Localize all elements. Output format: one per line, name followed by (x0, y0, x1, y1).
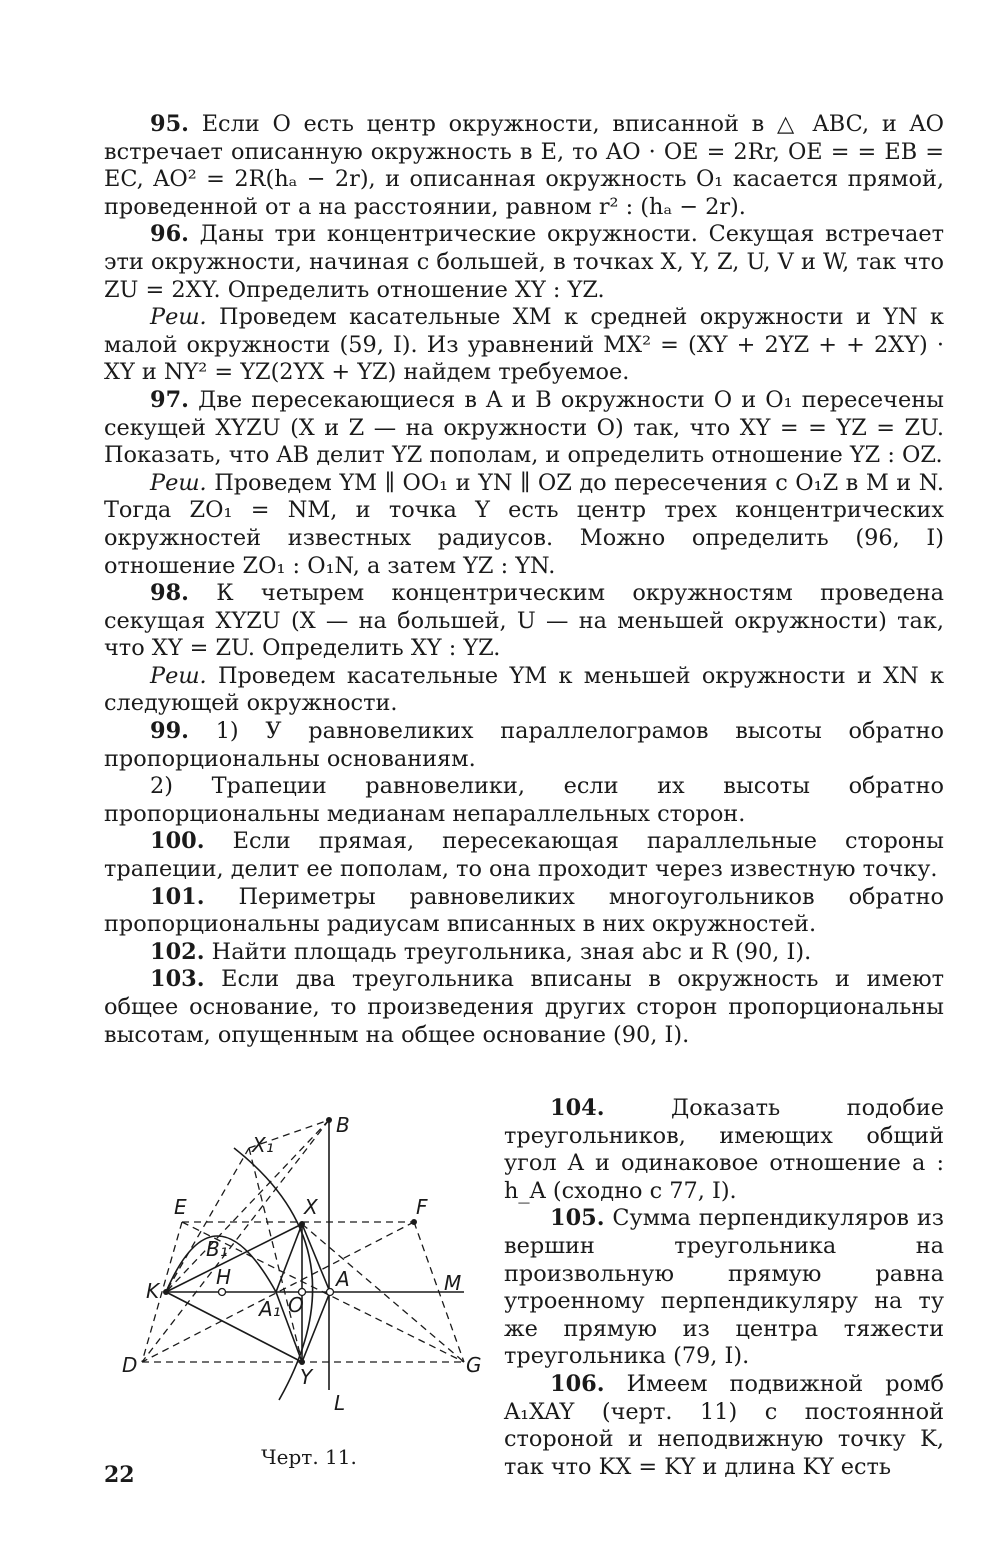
geometry-diagram (104, 1100, 504, 1445)
label-F: F (416, 1195, 428, 1219)
rhombus-side (302, 1224, 330, 1292)
problem-text: Сумма перпендикуляров из вершин треугольника на произвольную прямую равна утроенному перпендикуляру на ту же прямую из центра тяжести треугольника (79, I). (504, 1205, 944, 1370)
label-Y: Y (300, 1365, 313, 1389)
problem-number: 95. (150, 111, 189, 137)
solution-label: Реш. (150, 469, 207, 496)
label-A1: A₁ (259, 1297, 281, 1321)
solution-98 (104, 663, 944, 718)
problem-number: 98. (150, 580, 189, 607)
problem-104 (504, 1095, 944, 1205)
label-B: B (336, 1113, 350, 1137)
problem-99-part-2 (104, 773, 944, 828)
problem-text: К четырем концентрическим окружностям проведена секущая XYZU (X — на большей, U — на меньшей окружности) так, что XY = ZU. Определить XY : YZ. (104, 580, 944, 662)
problem-number: 106. (550, 1370, 605, 1397)
solution-label: Реш. (150, 662, 207, 689)
problem-text: Две пересекающиеся в A и B окружности O и O₁ пересечены секущей XYZU (X и Z — на окружности O) так, что XY = = YZ = ZU. Показать, что AB делит YZ пополам, и определить отношение YZ : OZ. (104, 386, 944, 469)
problem-number: 101. (150, 883, 205, 910)
problem-number: 99. (150, 718, 189, 745)
label-H: H (216, 1265, 232, 1289)
problem-106 (504, 1371, 944, 1481)
problem-text: Имеем подвижной ромб A₁XAY (черт. 11) с постоянной стороной и неподвижную точку K, так что KX = KY и длина KY есть (504, 1370, 944, 1480)
problem-97 (104, 387, 944, 470)
problem-text: Периметры равновеликих многоугольников обратно пропорциональны радиусам вписанных в них окружностей. (104, 883, 944, 938)
label-D: D (122, 1353, 138, 1377)
problem-101 (104, 884, 944, 939)
problem-102 (104, 939, 944, 967)
problem-number: 97. (150, 386, 189, 413)
figure-11 (104, 1100, 504, 1475)
point-K (163, 1289, 169, 1295)
problem-number: 105. (550, 1205, 605, 1232)
problem-text: Если прямая, пересекающая параллельные стороны трапеции, делит ее пополам, то она проходит через известную точку. (104, 828, 945, 883)
main-text (104, 111, 944, 1049)
label-K: K (146, 1279, 160, 1303)
label-X1: X₁ (252, 1133, 274, 1157)
label-O: O (288, 1293, 304, 1317)
figure-caption: Черт. 11. (261, 1445, 357, 1469)
point-X (299, 1221, 305, 1227)
page-number: 22 (104, 1462, 135, 1488)
solution-96 (104, 304, 944, 387)
problem-text: Если O есть центр окружности, вписанной в △ ABC, и AO встречает описанную окружность в E, то AO · OE = 2Rr, OE = = EB = EC, AO² = 2R(hₐ − 2r), и описанная окружность O₁ касается прямой, проведенной от a на расстоянии, равном r² : (hₐ − 2r). (104, 111, 944, 220)
problem-103 (104, 966, 944, 1049)
problem-105 (504, 1205, 944, 1371)
solution-text: Проведем касательные XM к средней окружности и YN к малой окружности (59, I). Из уравнений MX² = (XY + 2YZ + + 2XY) · XY и NY² = YZ(2YX + YZ) найдем требуемое. (104, 304, 944, 386)
point-A (327, 1289, 334, 1296)
problem-number: 100. (150, 828, 205, 855)
label-L: L (334, 1391, 346, 1415)
line-X1Y (249, 1148, 302, 1362)
solution-97 (104, 470, 944, 580)
problem-text: Даны три концентрические окружности. Секущая встречает эти окружности, начиная с большей, в точках X, Y, Z, U, V и W, так что ZU = 2XY. Определить отношение XY : YZ. (104, 221, 944, 303)
problem-number: 102. (150, 938, 205, 965)
label-X: X (304, 1195, 318, 1219)
solution-text: Проведем YM ∥ OO₁ и YN ∥ OZ до пересечения с O₁Z в M и N. Тогда ZO₁ = NM, и точка Y есть центр трех концентрических окружностей известных радиусов. Можно определить (96, I) отношение ZO₁ : O₁N, а затем YZ : YN. (104, 469, 944, 579)
problem-text: 2) Трапеции равновелики, если их высоты обратно пропорциональны медианам непараллельных сторон. (104, 773, 944, 827)
problem-text: Доказать подобие треугольников, имеющих общий угол A и одинаковое отношение a : h_A (сходно с 77, I). (504, 1095, 944, 1204)
point-F (411, 1219, 417, 1225)
point-B (326, 1117, 332, 1123)
problem-number: 104. (550, 1095, 605, 1121)
problem-95 (104, 111, 944, 221)
solution-label: Реш. (150, 304, 207, 331)
label-B1: B₁ (206, 1237, 228, 1261)
problem-98 (104, 580, 944, 663)
problem-100 (104, 828, 944, 883)
problem-number: 103. (150, 966, 205, 993)
right-column-text (504, 1095, 944, 1481)
problem-text: Найти площадь треугольника, зная abc и R (90, I). (211, 938, 812, 965)
label-G: G (466, 1353, 482, 1377)
rhombus-side (302, 1292, 330, 1362)
problem-text: 1) У равновеликих параллелограмов высоты обратно пропорциональны основаниям. (104, 718, 944, 772)
label-E: E (174, 1195, 187, 1219)
problem-text: Если два треугольника вписаны в окружность и имеют общее основание, то произведения других сторон пропорциональны высотам, опущенным на общее основание (90, I). (104, 966, 944, 1048)
line-KY (166, 1292, 302, 1362)
label-A: A (336, 1267, 350, 1291)
problem-99 (104, 718, 944, 773)
solution-text: Проведем касательные YM к меньшей окружности и XN к следующей окружности. (104, 662, 944, 717)
problem-96 (104, 221, 944, 304)
point-H (219, 1289, 226, 1296)
label-M: M (444, 1271, 462, 1295)
problem-number: 96. (150, 221, 189, 248)
